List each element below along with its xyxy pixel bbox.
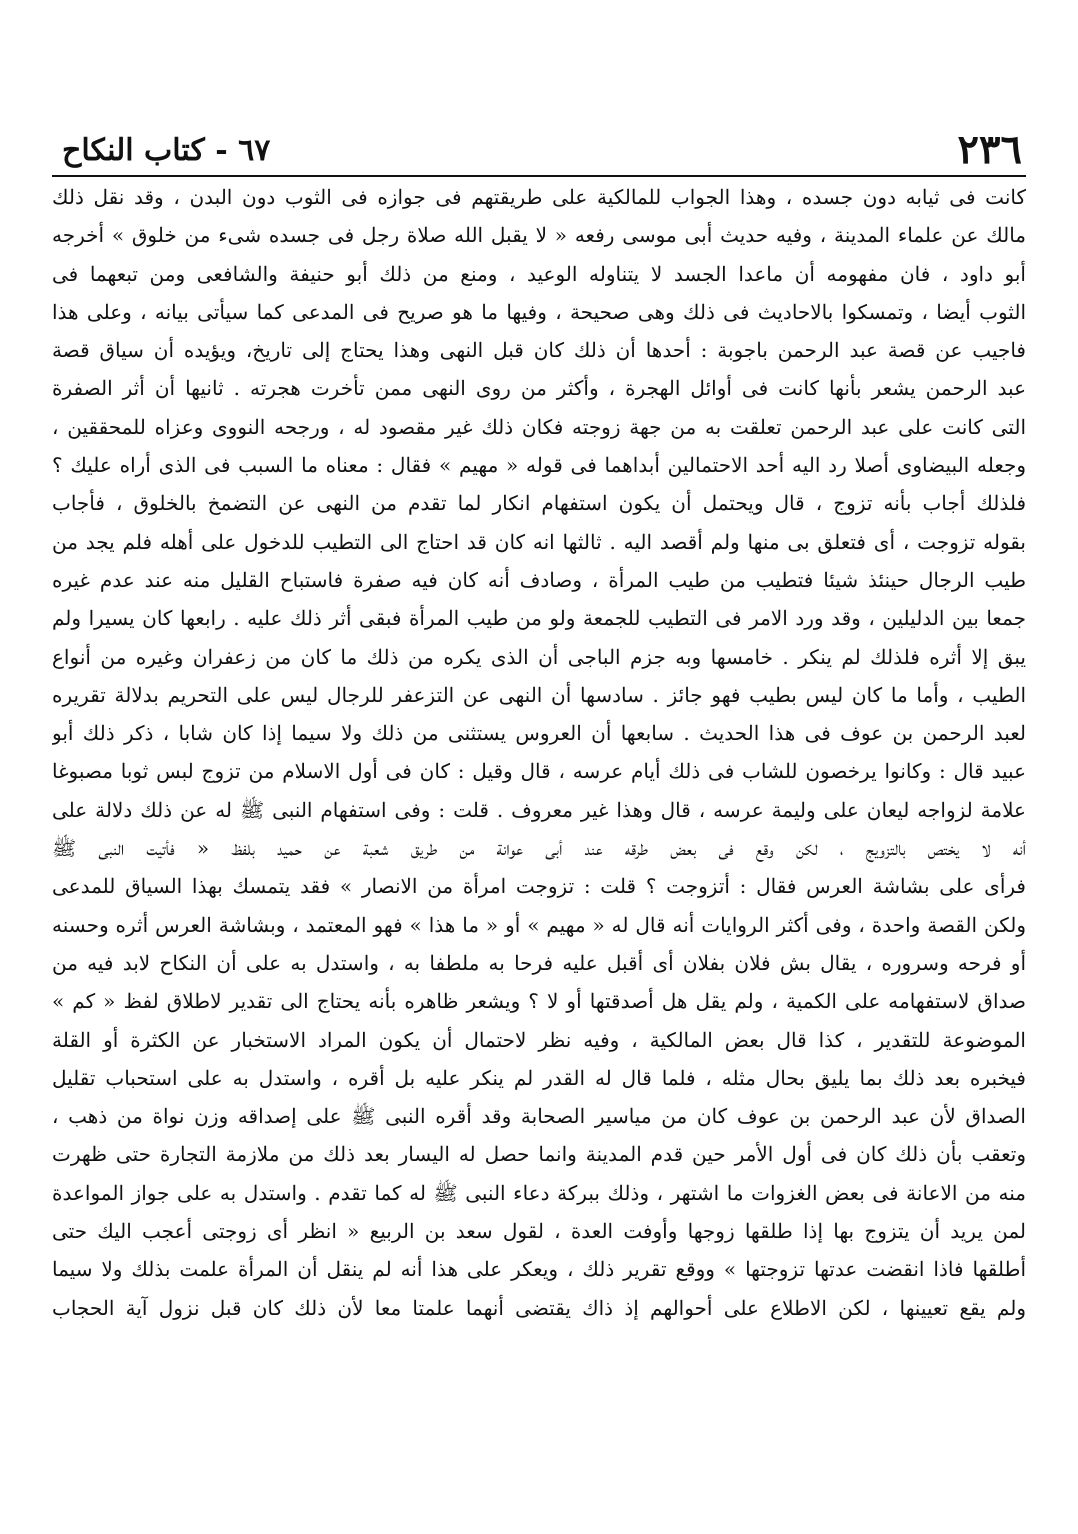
text-line: الطيب ، وأما ما كان ليس بطيب فهو جائز . سادسها أن النهى عن التزعفر للرجال ليس على التحريم بدلالة تقريره [52, 682, 1026, 707]
text-line: مالك عن علماء المدينة ، وفيه حديث أبى موسى رفعه « لا يقبل الله صلاة رجل فى جسده شىء من خلوق » أخرجه [52, 223, 1026, 248]
page-number: ٢٣٦ [957, 126, 1022, 173]
text-line: عبد الرحمن يشعر بأنها كانت فى أوائل الهجرة ، وأكثر من روى النهى ممن تأخرت هجرته . ثانيها أن أثر الصفرة [52, 376, 1026, 401]
text-line: ولكن القصة واحدة ، وفى أكثر الروايات أنه قال له « مهيم » أو « ما هذا » فهو المعتمد ، وبشاشة العرس أثره وحسنه [52, 912, 1026, 937]
text-line: وتعقب بأن ذلك كان فى أول الأمر حين قدم المدينة وانما حصل له اليسار بعد ذلك من ملازمة التجارة حتى ظهرت [52, 1142, 1026, 1167]
text-line: لمن يريد أن يتزوج بها إذا طلقها زوجها وأوفت العدة ، لقول سعد بن الربيع « انظر أى زوجتى أعجب اليك حتى [52, 1219, 1026, 1244]
text-line: فلذلك أجاب بأنه تزوج ، قال ويحتمل أن يكون استفهام انكار لما تقدم من النهى عن التضمخ بالخلوق ، فأجاب [52, 491, 1026, 516]
text-line: ولم يقع تعيينها ، لكن الاطلاع على أحوالهم إذ ذاك يقتضى أنهما علمتا معا لأن ذلك كان قبل نزول آية الحجاب [52, 1295, 1026, 1320]
text-line: عبيد قال : وكانوا يرخصون للشاب فى ذلك أيام عرسه ، قال وقيل : كان فى أول الاسلام من تزوج لبس ثوبا مصبوغا [52, 759, 1026, 784]
text-line: الموضوعة للتقدير ، كذا قال بعض المالكية ، وفيه نظر لاحتمال أن يكون المراد الاستخبار عن الكثرة أو القلة [52, 1027, 1026, 1052]
text-line: كانت فى ثيابه دون جسده ، وهذا الجواب للمالكية على طريقتهم فى جوازه فى الثوب دون البدن ، وقد نقل ذلك [52, 185, 1026, 209]
text-line: أبو داود ، فان مفهومه أن ماعدا الجسد لا يتناوله الوعيد ، ومنع من ذلك أبو حنيفة والشافعى ومن تبعهما فى [52, 261, 1026, 286]
text-line: منه من الاعانة فى بعض الغزوات ما اشتهر ، وذلك ببركة دعاء النبى ﷺ له كما تقدم . واستدل به على جواز المواعدة [52, 1180, 1026, 1205]
text-line: لعبد الرحمن بن عوف فى هذا الحديث . سابعها أن العروس يستثنى من ذلك ولا سيما إذا كان شابا ، ذكر ذلك أبو [52, 721, 1026, 746]
text-line: علامة لزواجه ليعان على وليمة عرسه ، قال وهذا غير معروف . قلت : وفى استفهام النبى ﷺ له عن ذلك دلالة على [52, 797, 1026, 822]
text-line: التى كانت على عبد الرحمن تعلقت به من جهة زوجته فكان ذلك غير مقصود له ، ورجحه النووى وعزاه للمحققين ، [52, 414, 1026, 439]
text-line: صداق لاستفهامه على الكمية ، ولم يقل هل أصدقتها أو لا ؟ ويشعر ظاهره بأنه يحتاج الى تقدير لاطلاق لفظ « كم » [52, 989, 1026, 1014]
text-line: بقوله تزوجت ، أى فتعلق بى منها ولم أقصد اليه . ثالثها انه كان قد احتاج الى التطيب للدخول على أهله فلم يجد من [52, 529, 1026, 554]
text-line: جمعا بين الدليلين ، وقد ورد الامر فى التطيب للجمعة ولو من طيب المرأة فبقى أثر ذلك عليه . رابعها كان يسيرا ولم [52, 606, 1026, 631]
text-line: أطلقها فاذا انقضت عدتها تزوجتها » ووقع تقرير ذلك ، ويعكر على هذا أنه لم ينقل أن المرأة علمت بذلك ولا سيما [52, 1257, 1026, 1282]
page-header [52, 125, 1026, 177]
text-line: فيخبره بعد ذلك بما يليق بحال مثله ، فلما قال له القدر لم ينكر عليه بل أقره ، واستدل به على استحباب تقليل [52, 1065, 1026, 1090]
text-line: الثوب أيضا ، وتمسكوا بالاحاديث فى ذلك وهى صحيحة ، وفيها ما هو صريح فى المدعى كما سيأتى بيانه ، وعلى هذا [52, 299, 1026, 324]
text-line: أو فرحه وسروره ، يقال بش فلان بفلان أى أقبل عليه فرحا به ملطفا به ، واستدل به على أن النكاح لابد فيه من [52, 950, 1026, 975]
text-line: فاجيب عن قصة عبد الرحمن باجوبة : أحدها أن ذلك كان قبل النهى وهذا يحتاج إلى تاريخ، ويؤيده أن سياق قصة [52, 338, 1026, 363]
text-line: يبق إلا أثره فلذلك لم ينكر . خامسها وبه جزم الباجى أن الذى يكره من ذلك ما كان من زعفران وغيره من أنواع [52, 644, 1026, 669]
running-head: ٦٧ - كتاب النكاح [62, 133, 271, 168]
text-line: فرأى على بشاشة العرس فقال : أتزوجت ؟ قلت : تزوجت امرأة من الانصار » فقد يتمسك بهذا السياق للمدعى [52, 874, 1026, 899]
text-line: أنه لا يختص بالتزويج ، لكن وقع فى بعض طرقه عند أبى عوانة من طريق شعبة عن حميد بلفظ « فأتيت النبى ﷺ [52, 836, 1026, 861]
text-line: وجعله البيضاوى أصلا رد اليه أحد الاحتمالين أبداهما فى قوله « مهيم » فقال : معناه ما السبب فى الذى أراه عليك ؟ [52, 453, 1026, 478]
text-line: الصداق لأن عبد الرحمن بن عوف كان من مياسير الصحابة وقد أقره النبى ﷺ على إصداقه وزن نواة من ذهب ، [52, 1104, 1026, 1129]
text-line: طيب الرجال حينئذ شيئا فتطيب من طيب المرأة ، وصادف أنه كان فيه صفرة فاستباح القليل منه عند عدم غيره [52, 567, 1026, 592]
body-text [52, 178, 1026, 1327]
page [52, 0, 1026, 1534]
